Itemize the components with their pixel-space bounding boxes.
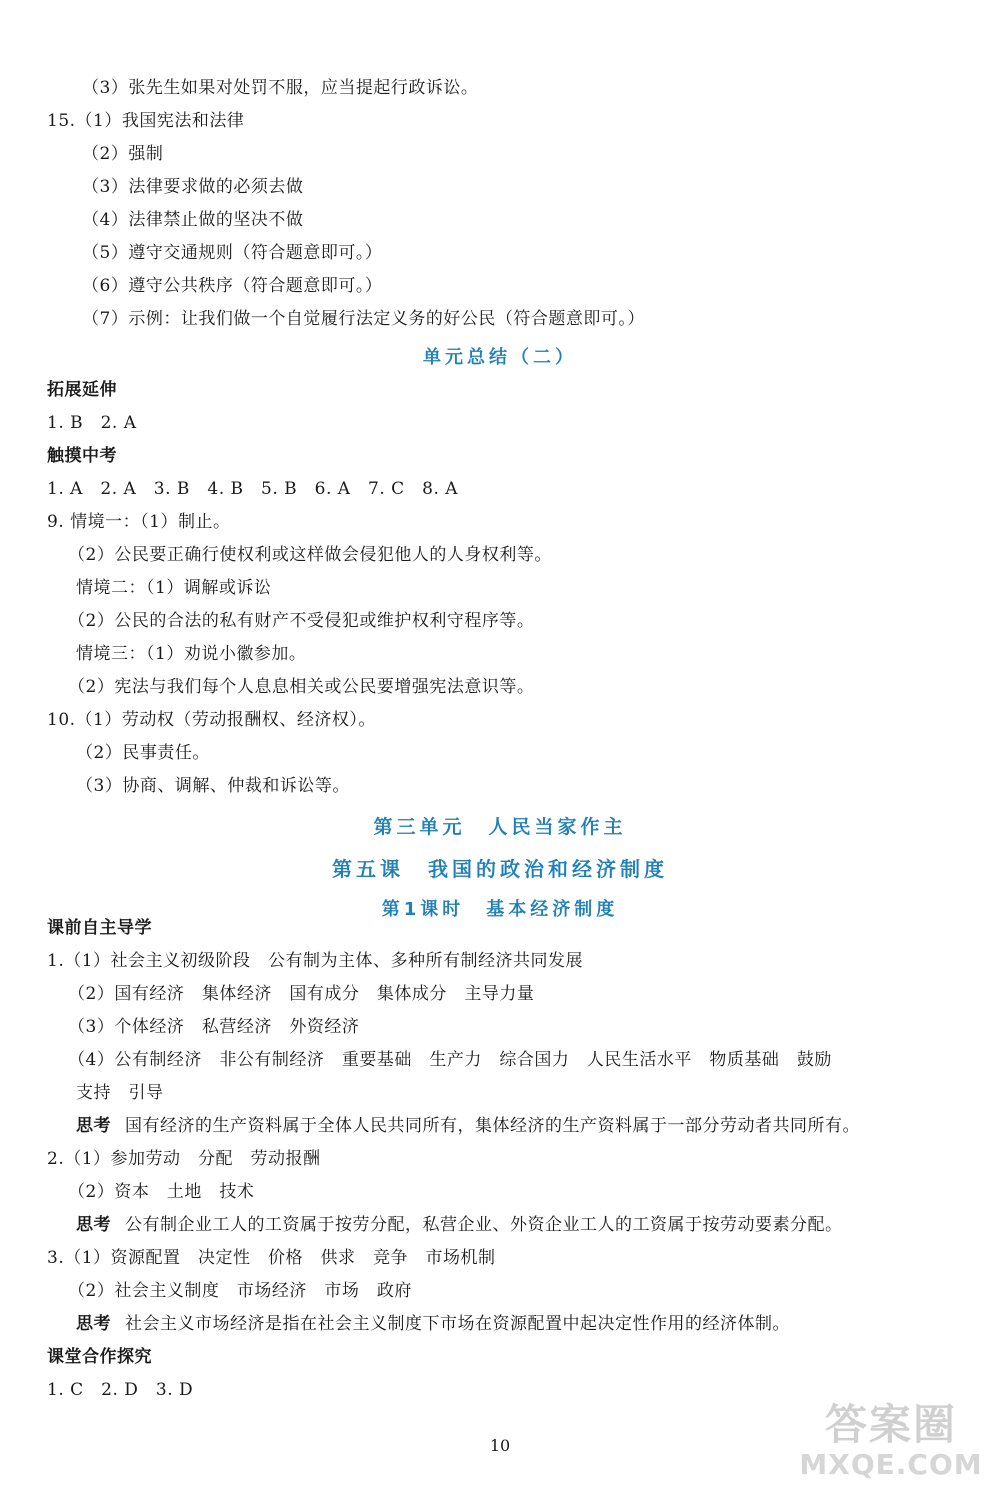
answer-line: （5）遵守交通规则（符合题意即可。） (82, 243, 383, 263)
section-title-ktxz: 课堂合作探究 (47, 1347, 152, 1367)
section-title-tuozhan: 拓展延伸 (47, 380, 117, 400)
answer-line: （2）公民要正确行使权利或这样做会侵犯他人的人身权利等。 (68, 545, 552, 565)
think-text: 社会主义市场经济是指在社会主义制度下市场在资源配置中起决定性作用的经济体制。 (125, 1314, 790, 1334)
answer-line: （6）遵守公共秩序（符合题意即可。） (82, 276, 383, 296)
answer-line: （2）强制 (82, 144, 164, 164)
answer-line: （3）张先生如果对处罚不服，应当提起行政诉讼。 (82, 78, 479, 98)
answer-line: 10.（1）劳动权（劳动报酬权、经济权）。 (47, 710, 376, 730)
answer-line: 1. C 2. D 3. D (47, 1380, 194, 1400)
unit-summary-heading: 单元总结（二） (423, 347, 577, 368)
think-text: 公有制企业工人的工资属于按劳分配，私营企业、外资企业工人的工资属于按劳动要素分配。 (125, 1215, 843, 1235)
answer-line: 情境三：（1）劝说小徽参加。 (76, 644, 307, 664)
page-number: 10 (489, 1436, 511, 1455)
answer-line: （7）示例：让我们做一个自觉履行法定义务的好公民（符合题意即可。） (82, 309, 645, 329)
answer-line: 2.（1）参加劳动 分配 劳动报酬 (47, 1149, 321, 1169)
think-line (76, 1313, 790, 1335)
answer-line: 1. A 2. A 3. B 4. B 5. B 6. A 7. C 8. A (47, 479, 459, 499)
answer-line: （2）民事责任。 (76, 743, 210, 763)
think-label: 思考 (76, 1215, 111, 1235)
think-line (76, 1214, 843, 1236)
answer-line: 3.（1）资源配置 决定性 价格 供求 竞争 市场机制 (47, 1248, 496, 1268)
answer-line: 情境二：（1）调解或诉讼 (76, 578, 272, 598)
think-line (76, 1115, 860, 1137)
period-1-heading: 第1课时 基本经济制度 (381, 899, 619, 920)
lesson-5-heading: 第五课 我国的政治和经济制度 (332, 857, 668, 881)
watermark-site-text: MXQE.COM (799, 1448, 983, 1481)
answer-line: （4）公有制经济 非公有制经济 重要基础 生产力 综合国力 人民生活水平 物质基础 鼓励 (68, 1050, 832, 1070)
answer-line: （2）社会主义制度 市场经济 市场 政府 (68, 1281, 412, 1301)
section-title-chumo: 触摸中考 (47, 446, 117, 466)
think-label: 思考 (76, 1314, 111, 1334)
answer-line: （2）宪法与我们每个人息息相关或公民要增强宪法意识等。 (68, 677, 535, 697)
watermark-logo (796, 1392, 986, 1488)
answer-line: （3）个体经济 私营经济 外资经济 (68, 1017, 360, 1037)
think-text: 国有经济的生产资料属于全体人民共同所有，集体经济的生产资料属于一部分劳动者共同所有。 (125, 1116, 860, 1136)
answer-line: 9. 情境一：（1）制止。 (47, 512, 231, 532)
answer-line: （3）协商、调解、仲裁和诉讼等。 (76, 776, 350, 796)
answer-line: 1. B 2. A (47, 413, 137, 433)
answer-line: （4）法律禁止做的坚决不做 (82, 210, 304, 230)
answer-line: 支持 引导 (76, 1083, 164, 1103)
think-label: 思考 (76, 1116, 111, 1136)
answer-line: （3）法律要求做的必须去做 (82, 177, 304, 197)
section-title-kqzz: 课前自主导学 (47, 918, 152, 938)
answer-line: （2）资本 土地 技术 (68, 1182, 255, 1202)
watermark-logo-text: 答案圈 (824, 1400, 957, 1449)
answer-line: （2）公民的合法的私有财产不受侵犯或维护权利守程序等。 (68, 611, 535, 631)
unit-3-heading: 第三单元 人民当家作主 (373, 816, 627, 838)
answer-line: 1.（1）社会主义初级阶段 公有制为主体、多种所有制经济共同发展 (47, 951, 584, 971)
answer-line: 15.（1）我国宪法和法律 (47, 111, 245, 131)
answer-line: （2）国有经济 集体经济 国有成分 集体成分 主导力量 (68, 984, 535, 1004)
